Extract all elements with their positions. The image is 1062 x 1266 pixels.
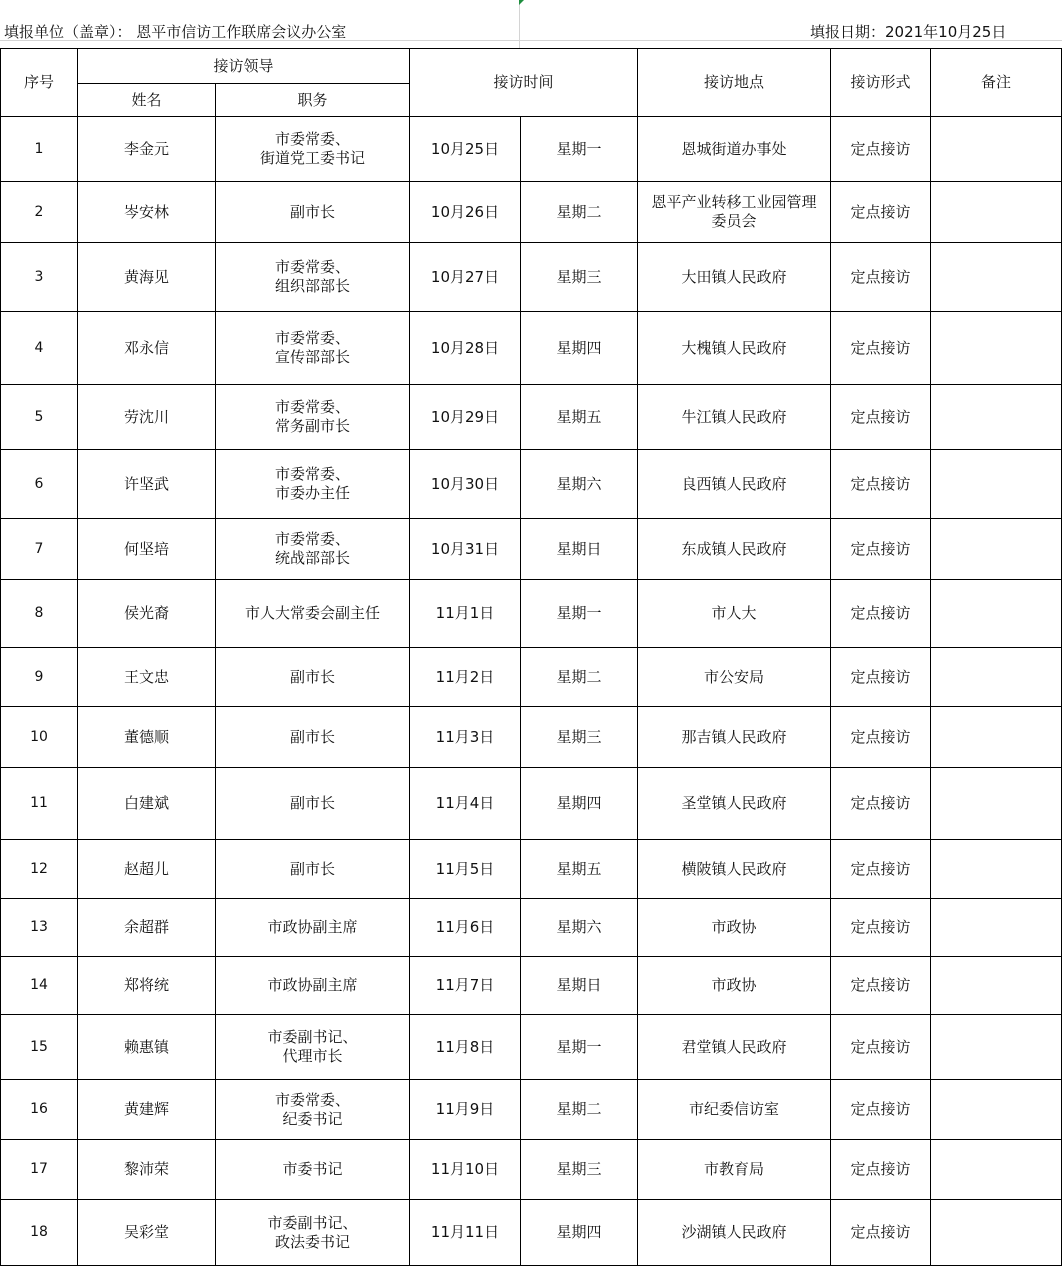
table-row (1, 385, 1062, 450)
cell-weekday: 星期一 (521, 1015, 638, 1080)
cell-place-line: 圣堂镇人民政府 (681, 794, 787, 812)
col-name: 姓名 (78, 84, 216, 117)
cell-date: 10月29日 (410, 385, 521, 450)
cell-form: 定点接访 (831, 840, 931, 899)
cell-position (216, 707, 410, 768)
table-row (1, 899, 1062, 957)
cell-place (638, 899, 831, 957)
header-column-divider (519, 0, 520, 48)
cell-position (216, 519, 410, 580)
cell-position (216, 648, 410, 707)
cell-date: 11月7日 (410, 957, 521, 1015)
cell-position (216, 768, 410, 840)
cell-weekday: 星期二 (521, 1080, 638, 1140)
cell-position-line: 市委常委、 (274, 530, 350, 548)
cell-name: 李金元 (78, 117, 216, 182)
cell-comment-marker (519, 0, 524, 5)
cell-note (931, 182, 1062, 243)
cell-position (216, 312, 410, 385)
cell-position-line: 街道党工委书记 (259, 149, 365, 167)
cell-place-line: 市教育局 (703, 1160, 764, 1178)
cell-date: 11月1日 (410, 580, 521, 648)
table-row (1, 1200, 1062, 1266)
cell-weekday: 星期二 (521, 648, 638, 707)
cell-weekday: 星期六 (521, 450, 638, 519)
cell-position-line: 纪委书记 (282, 1109, 343, 1128)
table-row (1, 707, 1062, 768)
cell-position (216, 1015, 410, 1080)
table-row (1, 1140, 1062, 1200)
cell-position-line: 副市长 (289, 859, 335, 878)
col-time: 接访时间 (410, 49, 638, 117)
table-body (1, 117, 1062, 1266)
col-leader-group: 接访领导 (78, 49, 410, 84)
cell-position-line: 市委常委、 (274, 258, 350, 276)
cell-seq: 15 (1, 1015, 78, 1080)
reporting-unit: 填报单位（盖章）： 恩平市信访工作联席会议办公室 (4, 23, 347, 41)
cell-place-line: 那吉镇人民政府 (681, 727, 787, 746)
cell-seq: 5 (1, 385, 78, 450)
cell-name: 吴彩堂 (78, 1200, 216, 1266)
cell-seq: 9 (1, 648, 78, 707)
cell-seq: 2 (1, 182, 78, 243)
cell-form: 定点接访 (831, 768, 931, 840)
col-note: 备注 (931, 49, 1062, 117)
cell-place (638, 1200, 831, 1266)
cell-name: 王文忠 (78, 648, 216, 707)
cell-form: 定点接访 (831, 1200, 931, 1266)
table-row (1, 768, 1062, 840)
cell-weekday: 星期日 (521, 957, 638, 1015)
cell-position-line: 副市长 (289, 727, 335, 746)
cell-position-line: 市人大常委会副主任 (244, 604, 380, 622)
cell-form: 定点接访 (831, 957, 931, 1015)
cell-date: 11月5日 (410, 840, 521, 899)
col-position: 职务 (216, 84, 410, 117)
cell-place-line: 横陂镇人民政府 (681, 859, 787, 878)
cell-form: 定点接访 (831, 182, 931, 243)
cell-form: 定点接访 (831, 312, 931, 385)
col-place: 接访地点 (638, 49, 831, 117)
cell-name: 黄建辉 (78, 1080, 216, 1140)
cell-place (638, 768, 831, 840)
col-seq: 序号 (1, 49, 78, 117)
cell-form: 定点接访 (831, 1015, 931, 1080)
cell-place-line: 市人大 (711, 604, 757, 622)
sheet-header-area (0, 0, 1062, 48)
cell-position (216, 182, 410, 243)
table-row (1, 182, 1062, 243)
cell-position (216, 450, 410, 519)
cell-seq: 17 (1, 1140, 78, 1200)
cell-position (216, 957, 410, 1015)
cell-note (931, 768, 1062, 840)
cell-seq: 4 (1, 312, 78, 385)
cell-note (931, 385, 1062, 450)
cell-position-line: 市委常委、 (274, 329, 350, 347)
table-row (1, 117, 1062, 182)
table-row (1, 450, 1062, 519)
cell-name: 黎沛荣 (78, 1140, 216, 1200)
cell-place (638, 117, 831, 182)
cell-seq: 16 (1, 1080, 78, 1140)
cell-note (931, 117, 1062, 182)
cell-place-line: 恩平产业转移工业园管理 (651, 193, 817, 211)
cell-position (216, 1080, 410, 1140)
cell-position-line: 代理市长 (282, 1047, 343, 1065)
cell-name: 白建斌 (78, 768, 216, 840)
cell-place (638, 519, 831, 580)
cell-place-line: 东成镇人民政府 (681, 539, 787, 558)
cell-seq: 13 (1, 899, 78, 957)
cell-place-line: 大槐镇人民政府 (681, 338, 787, 357)
cell-date: 11月3日 (410, 707, 521, 768)
cell-seq: 6 (1, 450, 78, 519)
cell-note (931, 1200, 1062, 1266)
cell-position-line: 市委常委、 (274, 398, 350, 416)
cell-date: 10月31日 (410, 519, 521, 580)
cell-place (638, 707, 831, 768)
cell-position-line: 市委办主任 (274, 484, 350, 502)
cell-name: 黄海见 (78, 243, 216, 312)
cell-form: 定点接访 (831, 385, 931, 450)
cell-note (931, 1140, 1062, 1200)
cell-note (931, 957, 1062, 1015)
cell-weekday: 星期日 (521, 519, 638, 580)
table-row (1, 840, 1062, 899)
cell-position-line: 副市长 (289, 794, 335, 812)
cell-place-line: 市纪委信访室 (688, 1100, 779, 1118)
cell-place-line: 市政协 (711, 918, 757, 936)
cell-seq: 10 (1, 707, 78, 768)
cell-note (931, 312, 1062, 385)
cell-form: 定点接访 (831, 580, 931, 648)
table-row (1, 519, 1062, 580)
cell-form: 定点接访 (831, 450, 931, 519)
cell-note (931, 243, 1062, 312)
cell-date: 10月25日 (410, 117, 521, 182)
cell-place (638, 182, 831, 243)
cell-name: 赖惠镇 (78, 1015, 216, 1080)
cell-date: 10月26日 (410, 182, 521, 243)
cell-date: 11月2日 (410, 648, 521, 707)
table-row (1, 312, 1062, 385)
cell-place-line: 牛江镇人民政府 (681, 407, 787, 426)
cell-place (638, 840, 831, 899)
table-row (1, 580, 1062, 648)
cell-position-line: 市委常委、 (274, 465, 350, 483)
cell-weekday: 星期四 (521, 312, 638, 385)
cell-weekday: 星期一 (521, 117, 638, 182)
cell-position (216, 1200, 410, 1266)
table-row (1, 648, 1062, 707)
cell-seq: 12 (1, 840, 78, 899)
cell-weekday: 星期一 (521, 580, 638, 648)
cell-name: 董德顺 (78, 707, 216, 768)
table-row (1, 243, 1062, 312)
cell-form: 定点接访 (831, 1140, 931, 1200)
cell-date: 11月11日 (410, 1200, 521, 1266)
cell-seq: 18 (1, 1200, 78, 1266)
cell-weekday: 星期二 (521, 182, 638, 243)
cell-position-line: 市委常委、 (274, 130, 350, 148)
cell-name: 余超群 (78, 899, 216, 957)
cell-note (931, 648, 1062, 707)
cell-place-line: 市政协 (711, 976, 757, 994)
cell-place-line: 委员会 (711, 212, 757, 230)
cell-position-line: 市政协副主席 (267, 918, 358, 936)
cell-place-line: 市公安局 (703, 667, 764, 686)
cell-position-line: 政法委书记 (274, 1232, 350, 1251)
cell-note (931, 519, 1062, 580)
cell-weekday: 星期三 (521, 707, 638, 768)
cell-place-line: 君堂镇人民政府 (681, 1037, 787, 1056)
cell-name: 许坚武 (78, 450, 216, 519)
cell-position-line: 市政协副主席 (267, 976, 358, 994)
cell-place (638, 580, 831, 648)
cell-date: 10月27日 (410, 243, 521, 312)
cell-place (638, 450, 831, 519)
cell-seq: 7 (1, 519, 78, 580)
cell-seq: 1 (1, 117, 78, 182)
cell-seq: 11 (1, 768, 78, 840)
cell-date: 11月10日 (410, 1140, 521, 1200)
cell-form: 定点接访 (831, 899, 931, 957)
cell-position (216, 840, 410, 899)
cell-name: 郑将统 (78, 957, 216, 1015)
reception-schedule-table (0, 48, 1062, 1266)
cell-note (931, 899, 1062, 957)
cell-position-line: 常务副市长 (274, 417, 350, 435)
cell-place-line: 良西镇人民政府 (681, 474, 787, 493)
cell-date: 11月6日 (410, 899, 521, 957)
cell-form: 定点接访 (831, 519, 931, 580)
cell-form: 定点接访 (831, 648, 931, 707)
table-row (1, 957, 1062, 1015)
cell-place (638, 243, 831, 312)
col-form: 接访形式 (831, 49, 931, 117)
cell-position-line: 副市长 (289, 667, 335, 686)
cell-place (638, 1140, 831, 1200)
cell-weekday: 星期四 (521, 768, 638, 840)
cell-form: 定点接访 (831, 707, 931, 768)
cell-note (931, 580, 1062, 648)
cell-position (216, 899, 410, 957)
table-row (1, 1080, 1062, 1140)
cell-weekday: 星期三 (521, 1140, 638, 1200)
table-row (1, 1015, 1062, 1080)
cell-weekday: 星期六 (521, 899, 638, 957)
cell-date: 11月4日 (410, 768, 521, 840)
cell-name: 劳沈川 (78, 385, 216, 450)
cell-form: 定点接访 (831, 1080, 931, 1140)
cell-position (216, 117, 410, 182)
cell-weekday: 星期五 (521, 385, 638, 450)
cell-place (638, 312, 831, 385)
cell-position-line: 副市长 (289, 202, 335, 221)
cell-position-line: 统战部部长 (274, 549, 350, 567)
cell-position-line: 市委副书记、 (267, 1028, 358, 1046)
cell-position-line: 市委书记 (282, 1160, 343, 1178)
cell-position-line: 市委副书记、 (267, 1213, 358, 1232)
cell-place-line: 沙湖镇人民政府 (681, 1223, 787, 1241)
cell-weekday: 星期四 (521, 1200, 638, 1266)
fill-date: 填报日期：2021年10月25日 (810, 23, 1007, 41)
cell-name: 赵超儿 (78, 840, 216, 899)
cell-seq: 14 (1, 957, 78, 1015)
cell-note (931, 450, 1062, 519)
cell-date: 10月30日 (410, 450, 521, 519)
cell-position (216, 580, 410, 648)
cell-weekday: 星期三 (521, 243, 638, 312)
cell-date: 10月28日 (410, 312, 521, 385)
cell-note (931, 1080, 1062, 1140)
cell-position-line: 宣传部部长 (274, 348, 350, 366)
cell-note (931, 707, 1062, 768)
cell-note (931, 1015, 1062, 1080)
cell-name: 何坚培 (78, 519, 216, 580)
cell-name: 邓永信 (78, 312, 216, 385)
cell-place (638, 1080, 831, 1140)
cell-place-line: 大田镇人民政府 (681, 267, 787, 286)
cell-position (216, 385, 410, 450)
cell-position-line: 组织部部长 (274, 277, 350, 295)
cell-note (931, 840, 1062, 899)
cell-place (638, 1015, 831, 1080)
cell-form: 定点接访 (831, 117, 931, 182)
cell-place (638, 648, 831, 707)
cell-seq: 3 (1, 243, 78, 312)
cell-position (216, 243, 410, 312)
cell-place (638, 957, 831, 1015)
cell-position (216, 1140, 410, 1200)
cell-weekday: 星期五 (521, 840, 638, 899)
cell-form: 定点接访 (831, 243, 931, 312)
cell-date: 11月9日 (410, 1080, 521, 1140)
cell-place-line: 恩城街道办事处 (681, 139, 787, 158)
cell-name: 岑安林 (78, 182, 216, 243)
cell-date: 11月8日 (410, 1015, 521, 1080)
cell-place (638, 385, 831, 450)
cell-seq: 8 (1, 580, 78, 648)
cell-position-line: 市委常委、 (274, 1090, 350, 1109)
cell-name: 侯光裔 (78, 580, 216, 648)
